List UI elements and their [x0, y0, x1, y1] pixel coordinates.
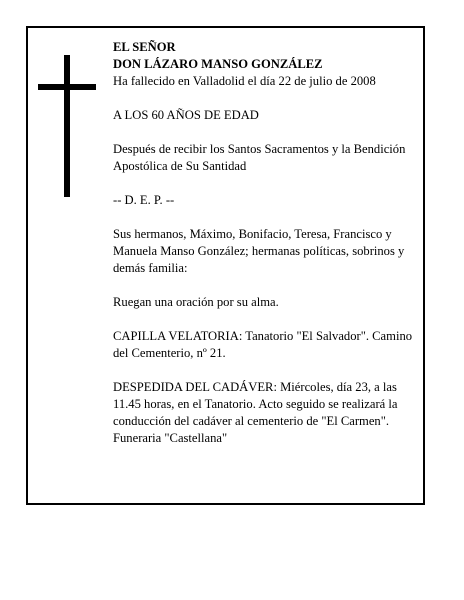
- obituary-text: [113, 39, 421, 447]
- funeral-home: Funeraria "Castellana": [113, 431, 228, 445]
- cross-horizontal-bar: [38, 84, 96, 90]
- age-line: A LOS 60 AÑOS DE EDAD: [113, 108, 259, 122]
- cross-vertical-bar: [64, 55, 70, 197]
- prayer-line: Ruegan una oración por su alma.: [113, 295, 279, 309]
- deceased-title: EL SEÑOR: [113, 40, 176, 54]
- death-line: Ha fallecido en Valladolid el día 22 de julio de 2008: [113, 74, 376, 88]
- farewell-text: Miércoles, día 23, a las 11.45 horas, en el Tanatorio. Acto seguido se realizará la conducción del cadáver al cementerio de "El Carmen".: [113, 380, 398, 428]
- farewell-info: [113, 379, 421, 430]
- chapel-text: Tanatorio "El Salvador". Camino del Cementerio, nº 21.: [113, 329, 413, 360]
- farewell-label: DESPEDIDA DEL CADÁVER:: [113, 380, 277, 394]
- sacraments-line: Después de recibir los Santos Sacramentos y la Bendición Apostólica de Su Santidad: [113, 142, 406, 173]
- family-line: Sus hermanos, Máximo, Bonifacio, Teresa, Francisco y Manuela Manso González; hermanas políticas, sobrinos y demás familia:: [113, 227, 405, 275]
- chapel-label: CAPILLA VELATORIA:: [113, 329, 243, 343]
- chapel-info: [113, 328, 421, 362]
- rip-line: -- D. E. P. --: [113, 193, 175, 207]
- deceased-name: DON LÁZARO MANSO GONZÁLEZ: [113, 57, 323, 71]
